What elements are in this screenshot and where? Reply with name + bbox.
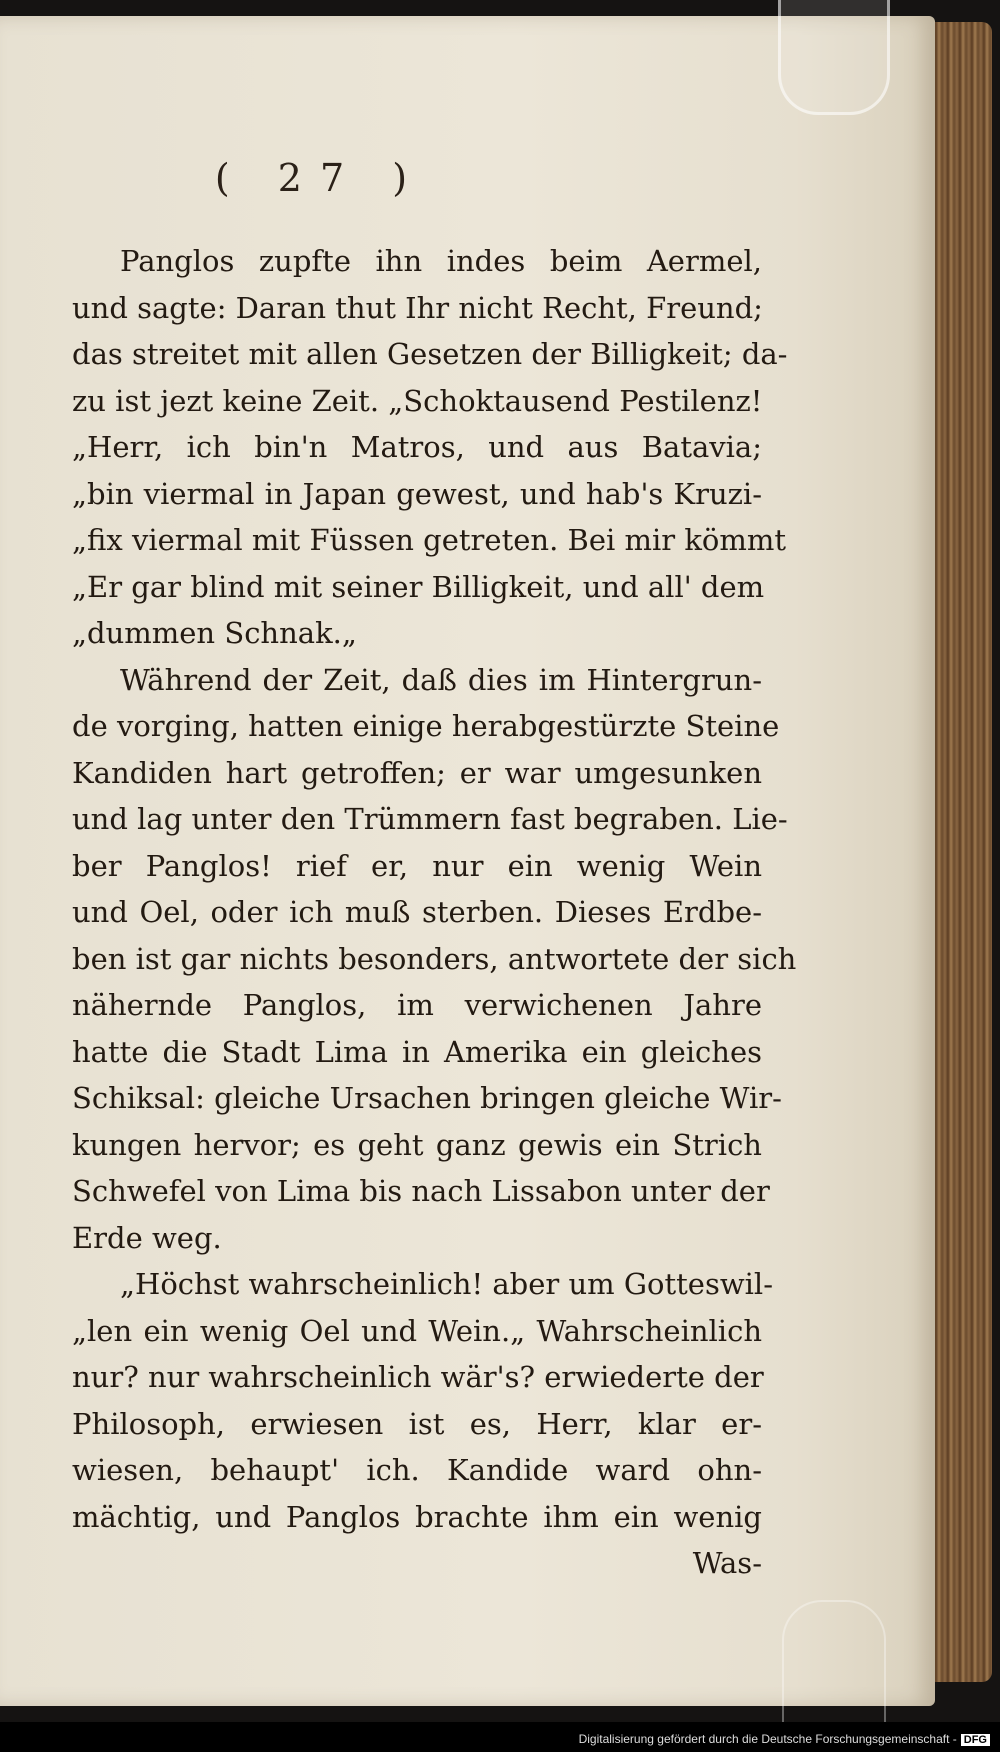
text-line: Panglos zupfte ihn indes beim Aermel,: [120, 244, 762, 278]
text-line: „len ein wenig Oel und Wein.„ Wahrscheinlich: [72, 1313, 762, 1348]
book-page-edges: [930, 22, 992, 1682]
text-line: hatte die Stadt Lima in Amerika ein gleiches: [72, 1034, 762, 1069]
text-line: Kandiden hart getroffen; er war umgesunken: [72, 755, 762, 790]
text-line: mächtig, und Panglos brachte ihm ein wenig: [72, 1499, 762, 1534]
page-clip: [778, 0, 890, 115]
text-line: Während der Zeit, daß dies im Hintergrun-: [120, 662, 762, 697]
dfg-logo: DFG: [961, 1734, 990, 1746]
text-line: und sagte: Daran thut Ihr nicht Recht, Freund;: [72, 290, 763, 325]
text-line: ber Panglos! rief er, nur ein wenig Wein: [72, 848, 762, 883]
text-line: „Herr, ich bin'n Matros, und aus Batavia;: [72, 430, 762, 464]
text-line: „Er gar blind mit seiner Billigkeit, und all' dem: [72, 569, 765, 604]
page-clip-bottom: [782, 1600, 886, 1722]
text-line: wiesen, behaupt' ich. Kandide ward ohn-: [72, 1453, 762, 1487]
footer-text: Digitalisierung gefördert durch die Deutsche Forschungsgemeinschaft -: [578, 1732, 957, 1746]
text-line: Erde weg.: [72, 1220, 222, 1255]
text-line: Philosoph, erwiesen ist es, Herr, klar er-: [72, 1406, 762, 1441]
book-page: [0, 16, 935, 1706]
text-line: und Oel, oder ich muß sterben. Dieses Erdbe-: [72, 895, 762, 929]
page-text: [72, 238, 797, 1587]
text-line: kungen hervor; es geht ganz gewis ein Strich: [72, 1127, 762, 1162]
text-line: das streitet mit allen Gesetzen der Billigkeit; da-: [72, 337, 788, 371]
text-line: Schwefel von Lima bis nach Lissabon unter der: [72, 1174, 770, 1208]
text-line: ben ist gar nichts besonders, antwortete der sich: [72, 941, 797, 976]
text-line: de vorging, hatten einige herabgestürzte Steine: [72, 709, 780, 743]
text-line: „bin viermal in Japan gewest, und hab's Kruzi-: [72, 476, 762, 511]
footer: [579, 1732, 990, 1746]
page-number: ( 27 ): [214, 156, 426, 200]
text-line: nur? nur wahrscheinlich wär's? erwiederte der: [72, 1360, 764, 1394]
text-line: nähernde Panglos, im verwichenen Jahre: [72, 988, 762, 1022]
text-line: und lag unter den Trümmern fast begraben. Lie-: [72, 802, 788, 836]
text-line: Schiksal: gleiche Ursachen bringen gleiche Wir-: [72, 1081, 782, 1115]
text-line: „dummen Schnak.„: [72, 616, 357, 650]
text-line: „fix viermal mit Füssen getreten. Bei mir kömmt: [72, 523, 787, 557]
catchword: Was-: [692, 1546, 762, 1580]
text-line: zu ist jezt keine Zeit. „Schoktausend Pestilenz!: [72, 383, 763, 418]
footer-bar: [0, 1722, 1000, 1752]
text-line: „Höchst wahrscheinlich! aber um Gotteswil-: [120, 1267, 773, 1301]
